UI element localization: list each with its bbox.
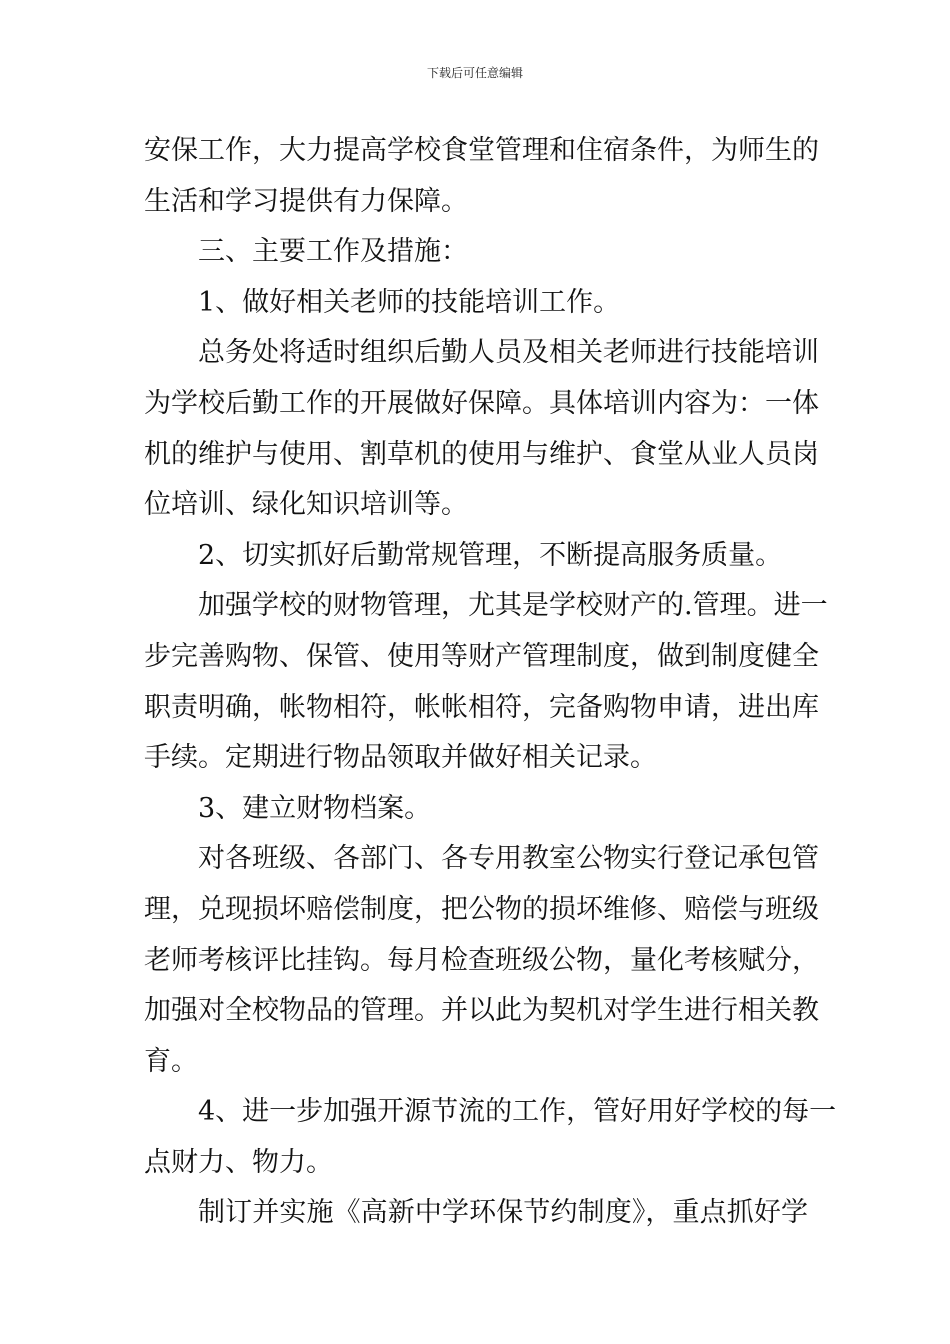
text-line: 位培训、绿化知识培训等。 bbox=[144, 489, 468, 521]
item-heading: 3、建立财物档案。 bbox=[198, 792, 432, 824]
text-line: 生活和学习提供有力保障。 bbox=[144, 185, 468, 217]
text-line: 育。 bbox=[144, 1045, 198, 1077]
text-line: 职责明确，帐物相符，帐帐相符，完备购物申请，进出库 bbox=[144, 691, 819, 723]
text-line: 为学校后勤工作的开展做好保障。具体培训内容为：一体 bbox=[144, 387, 819, 419]
document-body bbox=[144, 126, 837, 1239]
section-heading: 三、主要工作及措施： bbox=[198, 236, 468, 268]
text-line: 加强学校的财物管理，尤其是学校财产的.管理。进一 bbox=[198, 590, 828, 622]
item-heading: 4、进一步加强开源节流的工作，管好用好学校的每一 bbox=[198, 1096, 837, 1128]
item-heading: 2、切实抓好后勤常规管理，不断提高服务质量。 bbox=[198, 539, 783, 571]
item-heading: 1、做好相关老师的技能培训工作。 bbox=[198, 286, 621, 318]
text-line: 点财力、物力。 bbox=[144, 1146, 333, 1178]
text-line: 对各班级、各部门、各专用教室公物实行登记承包管 bbox=[198, 843, 819, 875]
text-line: 老师考核评比挂钩。每月检查班级公物，量化考核赋分， bbox=[144, 944, 819, 976]
text-line: 制订并实施《高新中学环保节约制度》，重点抓好学 bbox=[198, 1197, 808, 1229]
text-line: 理，兑现损坏赔偿制度，把公物的损坏维修、赔偿与班级 bbox=[144, 893, 819, 925]
text-line: 安保工作，大力提高学校食堂管理和住宿条件，为师生的 bbox=[144, 135, 819, 166]
text-line: 加强对全校物品的管理。并以此为契机对学生进行相关教 bbox=[144, 995, 819, 1027]
text-line: 手续。定期进行物品领取并做好相关记录。 bbox=[144, 742, 657, 774]
text-line: 步完善购物、保管、使用等财产管理制度，做到制度健全 bbox=[144, 640, 819, 672]
text-line: 机的维护与使用、割草机的使用与维护、食堂从业人员岗 bbox=[144, 438, 819, 470]
page-header: 下载后可任意编辑 bbox=[426, 66, 523, 80]
text-line: 总务处将适时组织后勤人员及相关老师进行技能培训 bbox=[198, 337, 819, 369]
